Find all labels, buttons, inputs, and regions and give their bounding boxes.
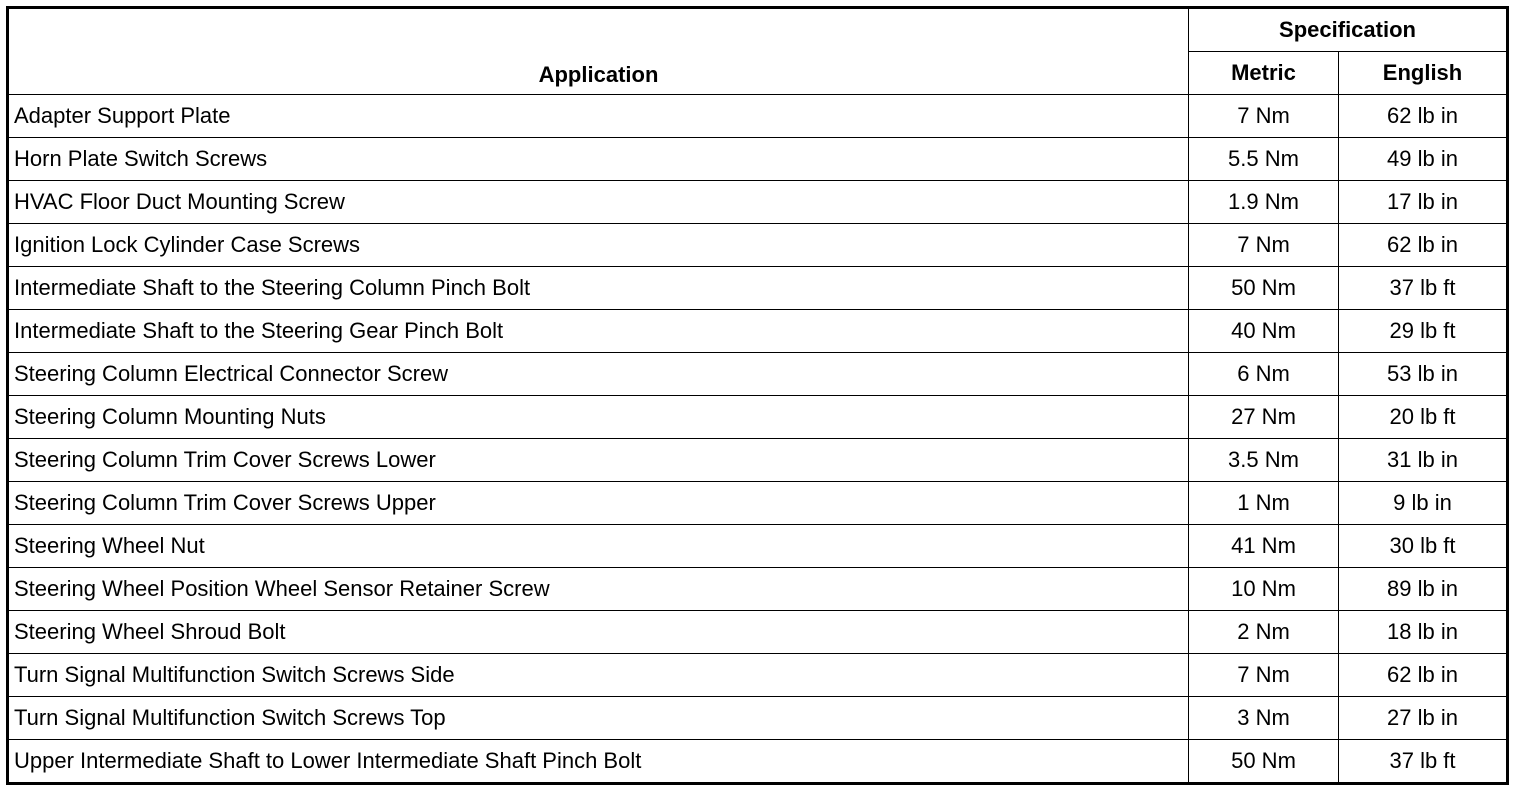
application-cell: Steering Wheel Shroud Bolt — [8, 611, 1189, 654]
table-row — [8, 224, 1508, 267]
application-cell: Steering Wheel Nut — [8, 525, 1189, 568]
application-cell: Intermediate Shaft to the Steering Gear Pinch Bolt — [8, 310, 1189, 353]
application-cell: Intermediate Shaft to the Steering Column Pinch Bolt — [8, 267, 1189, 310]
table-row — [8, 95, 1508, 138]
application-cell: Ignition Lock Cylinder Case Screws — [8, 224, 1189, 267]
table-row — [8, 611, 1508, 654]
metric-cell: 27 Nm — [1189, 396, 1339, 439]
metric-cell: 7 Nm — [1189, 654, 1339, 697]
english-cell: 53 lb in — [1339, 353, 1508, 396]
table-row — [8, 310, 1508, 353]
application-cell: Steering Column Trim Cover Screws Lower — [8, 439, 1189, 482]
table-row — [8, 482, 1508, 525]
application-cell: Turn Signal Multifunction Switch Screws Top — [8, 697, 1189, 740]
metric-cell: 2 Nm — [1189, 611, 1339, 654]
table-row — [8, 439, 1508, 482]
table-row — [8, 697, 1508, 740]
table-row — [8, 740, 1508, 784]
table-row — [8, 525, 1508, 568]
table-row — [8, 267, 1508, 310]
english-cell: 30 lb ft — [1339, 525, 1508, 568]
table-header — [8, 8, 1508, 95]
metric-cell: 50 Nm — [1189, 740, 1339, 784]
application-cell: Adapter Support Plate — [8, 95, 1189, 138]
english-cell: 37 lb ft — [1339, 267, 1508, 310]
table-row — [8, 138, 1508, 181]
metric-cell: 1.9 Nm — [1189, 181, 1339, 224]
english-cell: 62 lb in — [1339, 224, 1508, 267]
metric-cell: 41 Nm — [1189, 525, 1339, 568]
metric-cell: 1 Nm — [1189, 482, 1339, 525]
metric-cell: 40 Nm — [1189, 310, 1339, 353]
english-cell: 62 lb in — [1339, 654, 1508, 697]
english-cell: 20 lb ft — [1339, 396, 1508, 439]
english-cell: 9 lb in — [1339, 482, 1508, 525]
application-cell: Steering Column Electrical Connector Screw — [8, 353, 1189, 396]
table-row — [8, 353, 1508, 396]
metric-cell: 50 Nm — [1189, 267, 1339, 310]
english-cell: 89 lb in — [1339, 568, 1508, 611]
metric-cell: 7 Nm — [1189, 224, 1339, 267]
application-column-header: Application — [8, 8, 1189, 95]
english-column-header: English — [1339, 52, 1508, 95]
application-cell: Horn Plate Switch Screws — [8, 138, 1189, 181]
application-cell: Steering Column Mounting Nuts — [8, 396, 1189, 439]
english-cell: 29 lb ft — [1339, 310, 1508, 353]
application-cell: Steering Wheel Position Wheel Sensor Retainer Screw — [8, 568, 1189, 611]
english-cell: 18 lb in — [1339, 611, 1508, 654]
english-cell: 49 lb in — [1339, 138, 1508, 181]
table-row — [8, 181, 1508, 224]
metric-cell: 3 Nm — [1189, 697, 1339, 740]
specification-column-header: Specification — [1189, 8, 1508, 52]
metric-cell: 6 Nm — [1189, 353, 1339, 396]
english-cell: 62 lb in — [1339, 95, 1508, 138]
english-cell: 37 lb ft — [1339, 740, 1508, 784]
application-cell: Turn Signal Multifunction Switch Screws Side — [8, 654, 1189, 697]
table-row — [8, 654, 1508, 697]
metric-cell: 5.5 Nm — [1189, 138, 1339, 181]
table-row — [8, 396, 1508, 439]
metric-cell: 7 Nm — [1189, 95, 1339, 138]
english-cell: 31 lb in — [1339, 439, 1508, 482]
table-body — [8, 95, 1508, 784]
metric-column-header: Metric — [1189, 52, 1339, 95]
english-cell: 27 lb in — [1339, 697, 1508, 740]
torque-specification-table — [6, 6, 1509, 785]
table-row — [8, 568, 1508, 611]
application-cell: Steering Column Trim Cover Screws Upper — [8, 482, 1189, 525]
english-cell: 17 lb in — [1339, 181, 1508, 224]
metric-cell: 3.5 Nm — [1189, 439, 1339, 482]
metric-cell: 10 Nm — [1189, 568, 1339, 611]
application-cell: Upper Intermediate Shaft to Lower Intermediate Shaft Pinch Bolt — [8, 740, 1189, 784]
application-cell: HVAC Floor Duct Mounting Screw — [8, 181, 1189, 224]
header-row-top — [8, 8, 1508, 52]
